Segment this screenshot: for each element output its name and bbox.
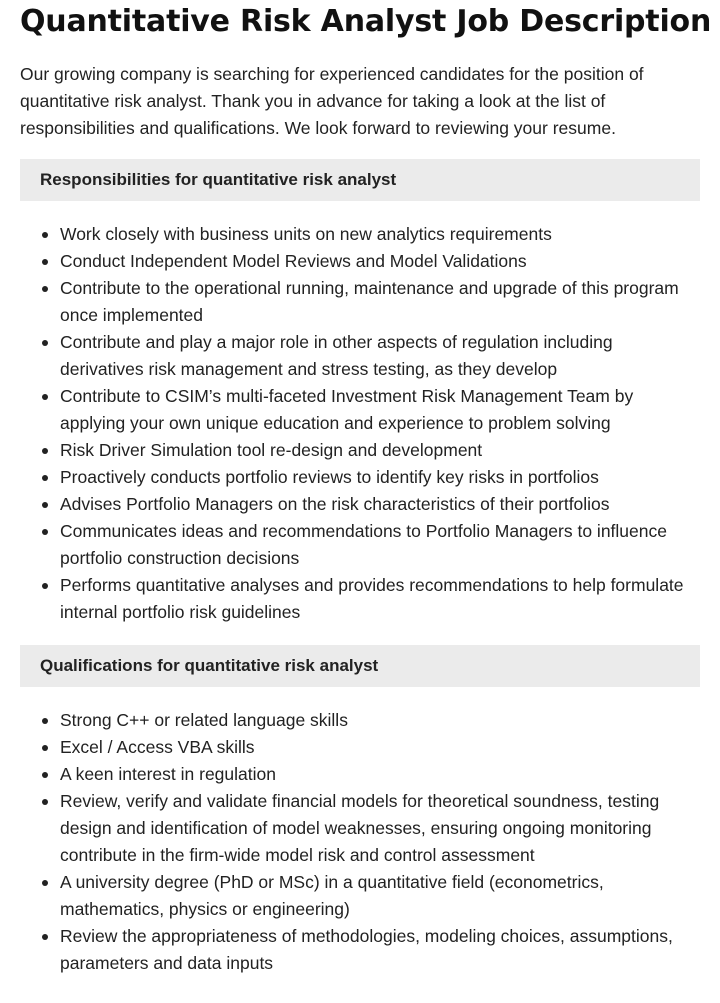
list-item: Conduct Independent Model Reviews and Model Validations bbox=[60, 248, 700, 275]
qualifications-list bbox=[20, 707, 700, 977]
intro-paragraph: Our growing company is searching for experienced candidates for the position of quantitative risk analyst. Thank you in advance for taking a look at the list of responsibilities and qualifications. We look forward to reviewing your resume. bbox=[20, 64, 644, 138]
list-item: Excel / Access VBA skills bbox=[60, 734, 700, 761]
page-title: Quantitative Risk Analyst Job Description bbox=[20, 4, 712, 39]
list-item: Contribute to CSIM’s multi-faceted Investment Risk Management Team by applying your own unique education and experience to problem solving bbox=[60, 383, 700, 437]
qualifications-heading: Qualifications for quantitative risk analyst bbox=[20, 645, 700, 687]
responsibilities-list bbox=[20, 221, 700, 626]
list-item: Review, verify and validate financial models for theoretical soundness, testing design and identification of model weaknesses, ensuring ongoing monitoring contribute in the firm-wide model risk and control assessment bbox=[60, 788, 700, 869]
list-item: Performs quantitative analyses and provides recommendations to help formulate internal portfolio risk guidelines bbox=[60, 572, 700, 626]
list-item: Advises Portfolio Managers on the risk characteristics of their portfolios bbox=[60, 491, 700, 518]
list-item: Contribute and play a major role in other aspects of regulation including derivatives risk management and stress testing, as they develop bbox=[60, 329, 700, 383]
list-item: Strong C++ or related language skills bbox=[60, 707, 700, 734]
list-item: Work closely with business units on new analytics requirements bbox=[60, 221, 700, 248]
list-item: Review the appropriateness of methodologies, modeling choices, assumptions, parameters and data inputs bbox=[60, 923, 700, 977]
list-item: Risk Driver Simulation tool re-design and development bbox=[60, 437, 700, 464]
list-item: A keen interest in regulation bbox=[60, 761, 700, 788]
responsibilities-heading: Responsibilities for quantitative risk analyst bbox=[20, 159, 700, 201]
list-item: Communicates ideas and recommendations to Portfolio Managers to influence portfolio construction decisions bbox=[60, 518, 700, 572]
list-item: A university degree (PhD or MSc) in a quantitative field (econometrics, mathematics, physics or engineering) bbox=[60, 869, 700, 923]
list-item: Contribute to the operational running, maintenance and upgrade of this program once implemented bbox=[60, 275, 700, 329]
list-item: Proactively conducts portfolio reviews to identify key risks in portfolios bbox=[60, 464, 700, 491]
